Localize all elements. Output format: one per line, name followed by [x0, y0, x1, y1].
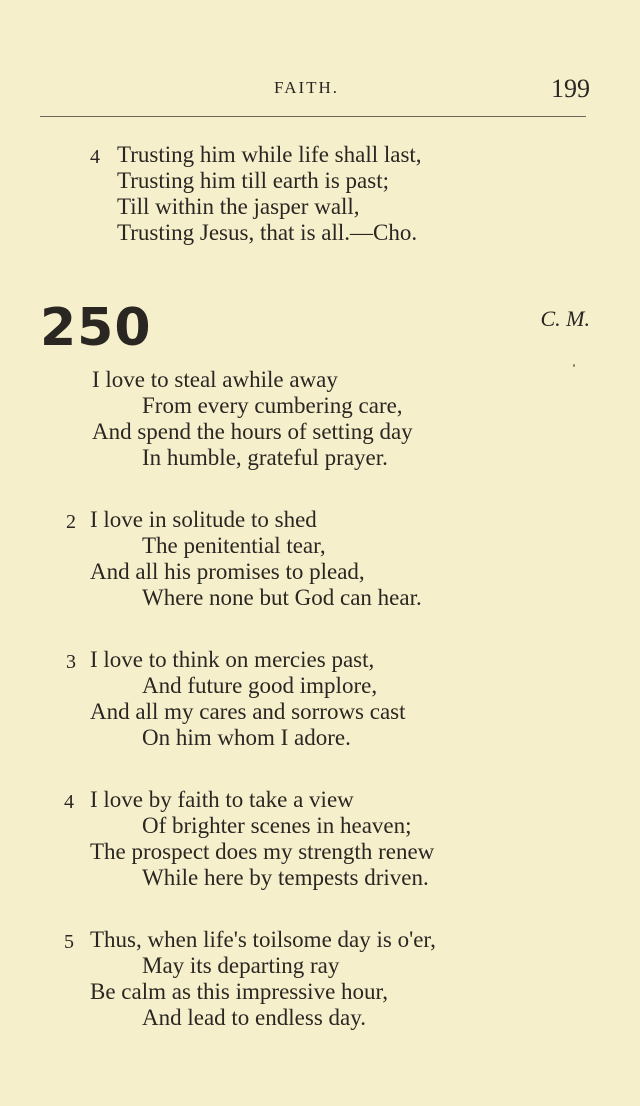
page-speck	[573, 364, 575, 367]
verse-line: While here by tempests driven.	[142, 865, 429, 890]
hymn-meter: C. M.	[540, 306, 590, 331]
verse-number: 4	[64, 791, 74, 813]
verse-line: From every cumbering care,	[142, 393, 403, 418]
verse-line: The penitential tear,	[142, 533, 326, 558]
verse-line: May its departing ray	[142, 953, 340, 978]
verse-line: Trusting Jesus, that is all.—Cho.	[117, 220, 418, 245]
verse-line: In humble, grateful prayer.	[142, 445, 388, 470]
verse-line: Thus, when life's toilsome day is o'er,	[90, 927, 436, 952]
verse-line: And lead to endless day.	[142, 1005, 366, 1030]
verse-number: 5	[64, 931, 74, 953]
verse-line: Be calm as this impressive hour,	[90, 979, 389, 1004]
verse-number: 3	[66, 651, 76, 673]
verse-line: And all his promises to plead,	[90, 559, 365, 584]
verse-line: I love in solitude to shed	[90, 507, 317, 532]
verse-line: I love to think on mercies past,	[90, 647, 375, 672]
header-rule	[40, 116, 586, 117]
section-title: FAITH.	[274, 78, 340, 97]
verse-line: I love to steal awhile away	[92, 367, 338, 392]
verse-line: And future good implore,	[142, 673, 378, 698]
running-head	[0, 74, 640, 103]
verse-number: 4	[90, 146, 100, 168]
verse-line: And spend the hours of setting day	[92, 419, 413, 444]
verse-line: Trusting him till earth is past;	[117, 168, 389, 193]
verse-line: Till within the jasper wall,	[117, 194, 360, 219]
verse-line: Of brighter scenes in heaven;	[142, 813, 412, 838]
page-number: 199	[551, 74, 590, 103]
verse-line: Where none but God can hear.	[142, 585, 422, 610]
verse-number: 2	[66, 511, 76, 533]
verse-line: I love by faith to take a view	[90, 787, 354, 812]
verse-line: The prospect does my strength renew	[90, 839, 435, 864]
verse-line: Trusting him while life shall last,	[117, 142, 422, 167]
verse-line: On him whom I adore.	[142, 725, 351, 750]
verse-line: And all my cares and sorrows cast	[90, 699, 406, 724]
hymn-number: 250	[40, 298, 152, 358]
